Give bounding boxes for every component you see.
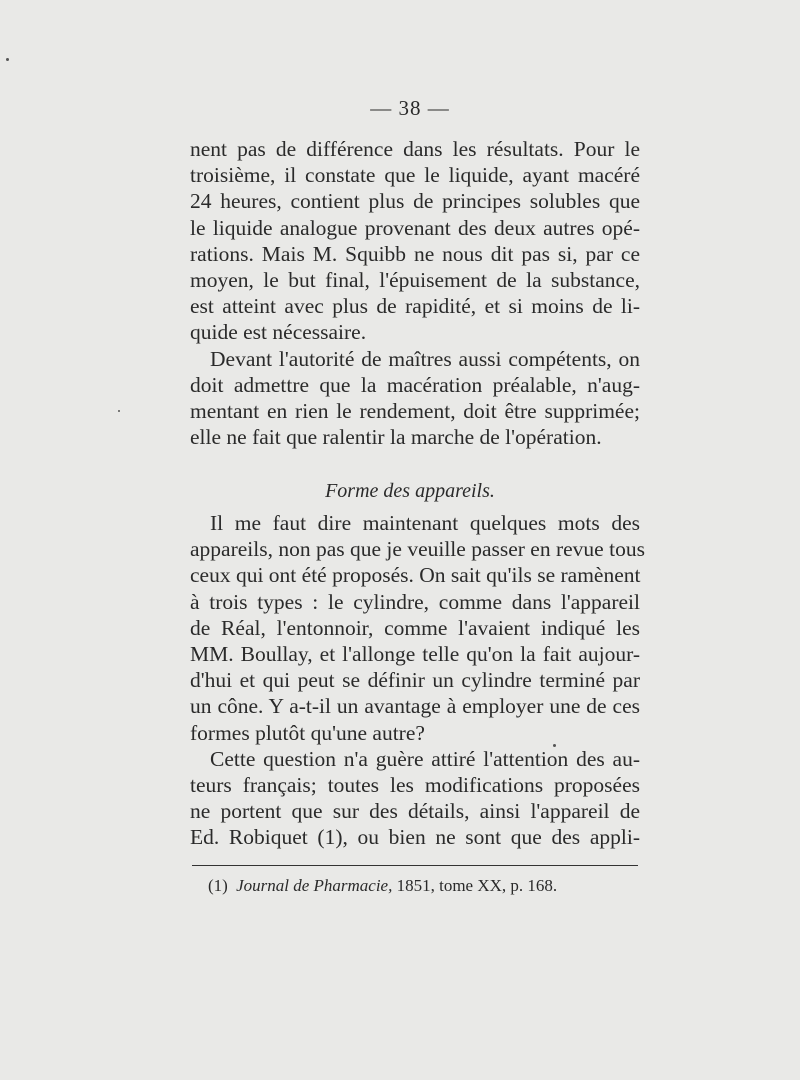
text-line: mentant en rien le rendement, doit être supprimée; xyxy=(190,399,640,424)
footnote xyxy=(208,876,557,896)
paper-speck xyxy=(553,744,556,747)
paragraph-2 xyxy=(190,346,640,451)
text-line: troisième, il constate que le liquide, ayant macéré xyxy=(190,163,640,188)
text-line: quide est nécessaire. xyxy=(190,320,367,345)
paragraph-4 xyxy=(190,746,640,851)
text-line: MM. Boullay, et l'allonge telle qu'on la fait aujour- xyxy=(190,642,640,667)
text-line: moyen, le but final, l'épuisement de la substance, xyxy=(190,268,640,293)
text-line: elle ne fait que ralentir la marche de l'opération. xyxy=(190,425,602,450)
text-line: 24 heures, contient plus de principes solubles que xyxy=(190,189,640,214)
text-line: ceux qui ont été proposés. On sait qu'ils se ramènent xyxy=(190,563,641,588)
paragraph-1 xyxy=(190,136,640,346)
paper-speck xyxy=(6,58,9,61)
text-line: Ed. Robiquet (1), ou bien ne sont que des appli- xyxy=(190,825,640,850)
paper-speck xyxy=(118,410,120,412)
page-number: — 38 — xyxy=(370,96,450,120)
text-line: formes plutôt qu'une autre? xyxy=(190,720,425,745)
upper-text-block xyxy=(190,136,640,450)
text-line: d'hui et qui peut se définir un cylindre terminé par xyxy=(190,668,640,693)
text-line: un cône. Y a-t-il un avantage à employer une de ces xyxy=(190,694,640,719)
text-line: de Réal, l'entonnoir, comme l'avaient indiqué les xyxy=(190,615,640,640)
text-line: rations. Mais M. Squibb ne nous dit pas si, par ce xyxy=(190,241,640,266)
text-line: ne portent que sur des détails, ainsi l'appareil de xyxy=(190,799,640,824)
text-line: est atteint avec plus de rapidité, et si moins de li- xyxy=(190,294,640,319)
text-line: teurs français; toutes les modifications proposées xyxy=(190,773,640,798)
lower-text-block xyxy=(190,510,645,851)
text-line: Il me faut dire maintenant quelques mots des xyxy=(210,511,640,535)
text-line: doit admettre que la macération préalable, n'aug- xyxy=(190,372,640,397)
paragraph-3 xyxy=(190,510,645,746)
text-line: Cette question n'a guère attiré l'attention des au- xyxy=(210,746,640,771)
text-line: le liquide analogue provenant des deux autres opé- xyxy=(190,215,640,240)
footnote-rule xyxy=(192,865,638,866)
footnote-reference: 1851, tome XX, p. 168. xyxy=(396,876,558,895)
text-line: nent pas de différence dans les résultats. Pour le xyxy=(190,137,640,161)
section-heading: Forme des appareils. xyxy=(325,480,495,502)
footnote-marker: (1) xyxy=(208,876,228,895)
footnote-journal: Journal de Pharmacie, xyxy=(236,876,393,895)
text-line: à trois types : le cylindre, comme dans l'appareil xyxy=(190,589,640,614)
text-line: appareils, non pas que je veuille passer en revue tous xyxy=(190,537,645,562)
text-line: Devant l'autorité de maîtres aussi compétents, on xyxy=(210,346,640,371)
